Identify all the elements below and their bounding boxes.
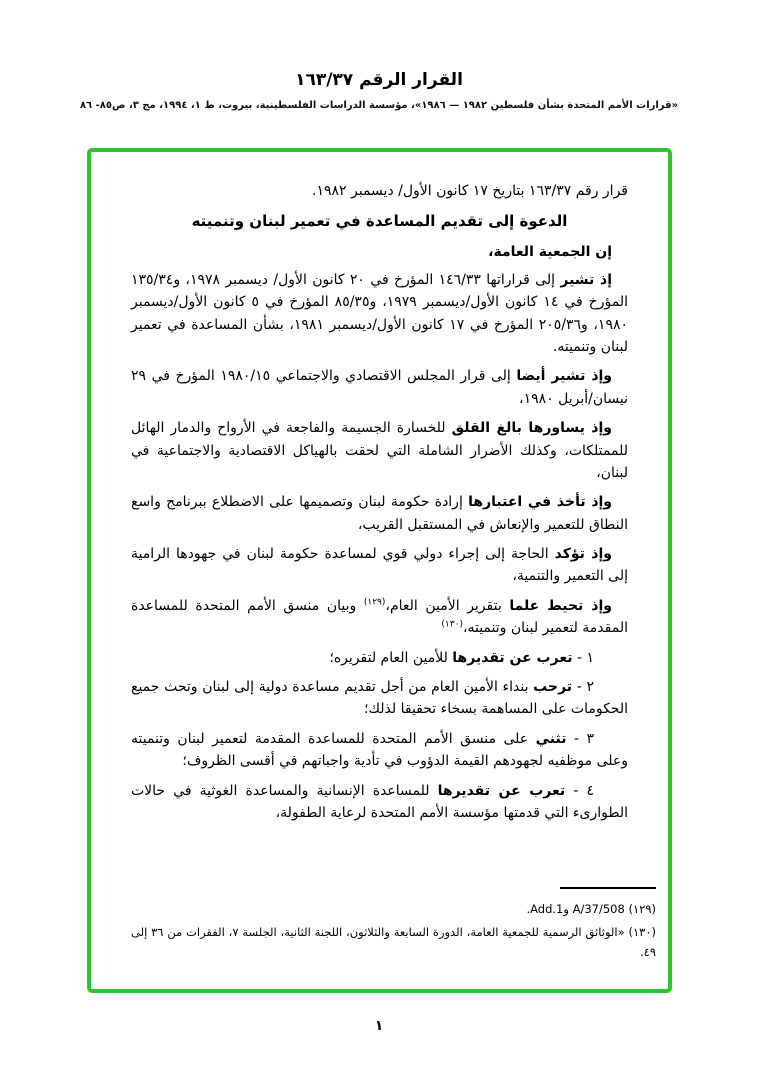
page-title: القرار الرقم ١٦٣/٣٧ xyxy=(295,70,463,90)
operative-number-3: ٣ - xyxy=(573,730,594,747)
noting-text-1: بتقرير الأمين العام، xyxy=(385,597,502,614)
preamble-paragraph-4 xyxy=(131,491,628,536)
operative-paragraph-3 xyxy=(131,728,628,773)
operative-number-2: ٢ - xyxy=(576,679,594,696)
page-number: ١ xyxy=(374,1018,384,1034)
resolution-box xyxy=(87,148,672,993)
opening-line xyxy=(131,241,628,263)
operative-number-1: ١ - xyxy=(576,649,594,666)
operative-text-3: على منسق الأمم المتحدة للمساعدة المقدمة لتعمير لبنان وتنميته وعلى موظفيه لجهودهم القيمة الدؤوب في تأدية واجباتهم في أقسى الظروف؛ xyxy=(131,730,628,770)
preamble-lead-6: وإذ تحيط علما xyxy=(509,597,612,614)
preamble-paragraph-5 xyxy=(131,543,628,588)
preamble-lead-1: إذ تشير xyxy=(560,271,613,288)
page-header xyxy=(0,0,758,111)
footnote-ref-129: (١٢٩) xyxy=(363,597,386,608)
footnote-text-129: A/37/508 وAdd.1. xyxy=(526,901,625,916)
preamble-paragraph-6 xyxy=(131,595,628,640)
operative-number-4: ٤ - xyxy=(573,782,595,799)
preamble-text-1: إلى قراراتها ١٤٦/٣٣ المؤرخ في ٢٠ كانون الأول/ ديسمبر ١٩٧٨، و١٣٥/٣٤ المؤرخ في ١٤ كانون الأول/ديسمبر ١٩٧٩، و٨٥/٣٥ المؤرخ في ٥ كانون الأول/ديسمبر ١٩٨٠، و٢٠٥/٣٦ المؤرخ في ١٧ كانون الأول/ديسمبر ١٩٨١، بشأن المساعدة في تعمير لبنان وتنميته. xyxy=(131,271,628,355)
operative-lead-3: تثني xyxy=(535,730,567,747)
operative-paragraph-4 xyxy=(131,780,628,825)
operative-text-1: للأمين العام لتقريره؛ xyxy=(329,649,448,666)
opening-text: إن الجمعية العامة، xyxy=(488,244,612,261)
footnote-separator xyxy=(560,887,656,889)
preamble-text-2: إلى قرار المجلس الاقتصادي والاجتماعي ١٩٨٠/١٥ المؤرخ في ٢٩ نيسان/أبريل ١٩٨٠، xyxy=(131,368,628,407)
footnote-130 xyxy=(131,922,656,962)
footnote-ref-130: (١٣٠) xyxy=(441,619,463,630)
preamble-text-5: الحاجة إلى إجراء دولي قوي لمساعدة حكومة لبنان في جهودها الرامية إلى التعمير والتنمية، xyxy=(131,546,628,585)
operative-lead-2: ترحب xyxy=(533,679,573,696)
preamble-paragraph-2 xyxy=(131,365,628,410)
footnote-text-130: «الوثائق الرسمية للجمعية العامة، الدورة السابعة والثلاثون، اللجنة الثانية، الجلسة ٧، الفقرات من ٣٦ إلى ٤٩. xyxy=(131,924,656,959)
operative-text-4: للمساعدة الإنسانية والمساعدة الغوثية في حالات الطوارىء التي قدمتها مؤسسة الأمم المتحدة لرعاية الطفولة، xyxy=(131,782,628,821)
preamble-lead-2: وإذ تشير أيضا xyxy=(516,368,613,385)
preamble-lead-5: وإذ تؤكد xyxy=(554,546,612,563)
operative-text-2: بنداء الأمين العام من أجل تقديم مساعدة دولية إلى لبنان وتحث جميع الحكومات على المساهمة بسخاء تحقيقا لذلك؛ xyxy=(131,679,628,718)
preamble-lead-4: وإذ تأخذ في اعتبارها xyxy=(468,494,613,511)
resolution-intro-line: قرار رقم ١٦٣/٣٧ بتاريخ ١٧ كانون الأول/ ديسمبر ١٩٨٢. xyxy=(312,183,628,199)
operative-lead-1: تعرب عن تقديرها xyxy=(452,649,573,666)
preamble-paragraph-1 xyxy=(131,269,628,359)
operative-lead-4: تعرب عن تقديرها xyxy=(437,782,566,799)
footnote-area xyxy=(131,879,657,965)
noting-text-2: وبيان منسق الأمم المتحدة للمساعدة المقدمة لتعمير لبنان وتنميته، xyxy=(131,597,628,637)
preamble-text-3: للخسارة الجسيمة والفاجعة في الأرواح والدمار الهائل للممتلكات، وكذلك الأضرار الشاملة التي لحقت بالهياكل الاقتصادية والاجتماعية في لبنان، xyxy=(131,420,628,481)
resolution-subtitle: الدعوة إلى تقديم المساعدة في تعمير لبنان وتنميته xyxy=(191,212,568,231)
operative-paragraph-2 xyxy=(131,676,628,721)
footnote-129 xyxy=(131,899,656,919)
source-citation: «قرارات الأمم المتحدة بشأن فلسطين ١٩٨٢ — ١٩٨٦»، مؤسسة الدراسات الفلسطينية، بيروت، ط ١، ١٩٩٤، مج ٣، ص٨٥- ٨٦ xyxy=(79,100,679,111)
footnote-marker-130: (١٣٠) xyxy=(628,924,657,939)
operative-paragraph-1 xyxy=(131,647,628,669)
preamble-lead-3: وإذ يساورها بالغ القلق xyxy=(451,420,612,437)
preamble-paragraph-3 xyxy=(131,417,628,484)
footnote-marker-129: (١٢٩) xyxy=(628,901,656,916)
preamble-text-4: إرادة حكومة لبنان وتصميمها على الاضطلاع ببرنامج واسع النطاق للتعمير والإنعاش في المستقبل القريب، xyxy=(131,494,628,533)
